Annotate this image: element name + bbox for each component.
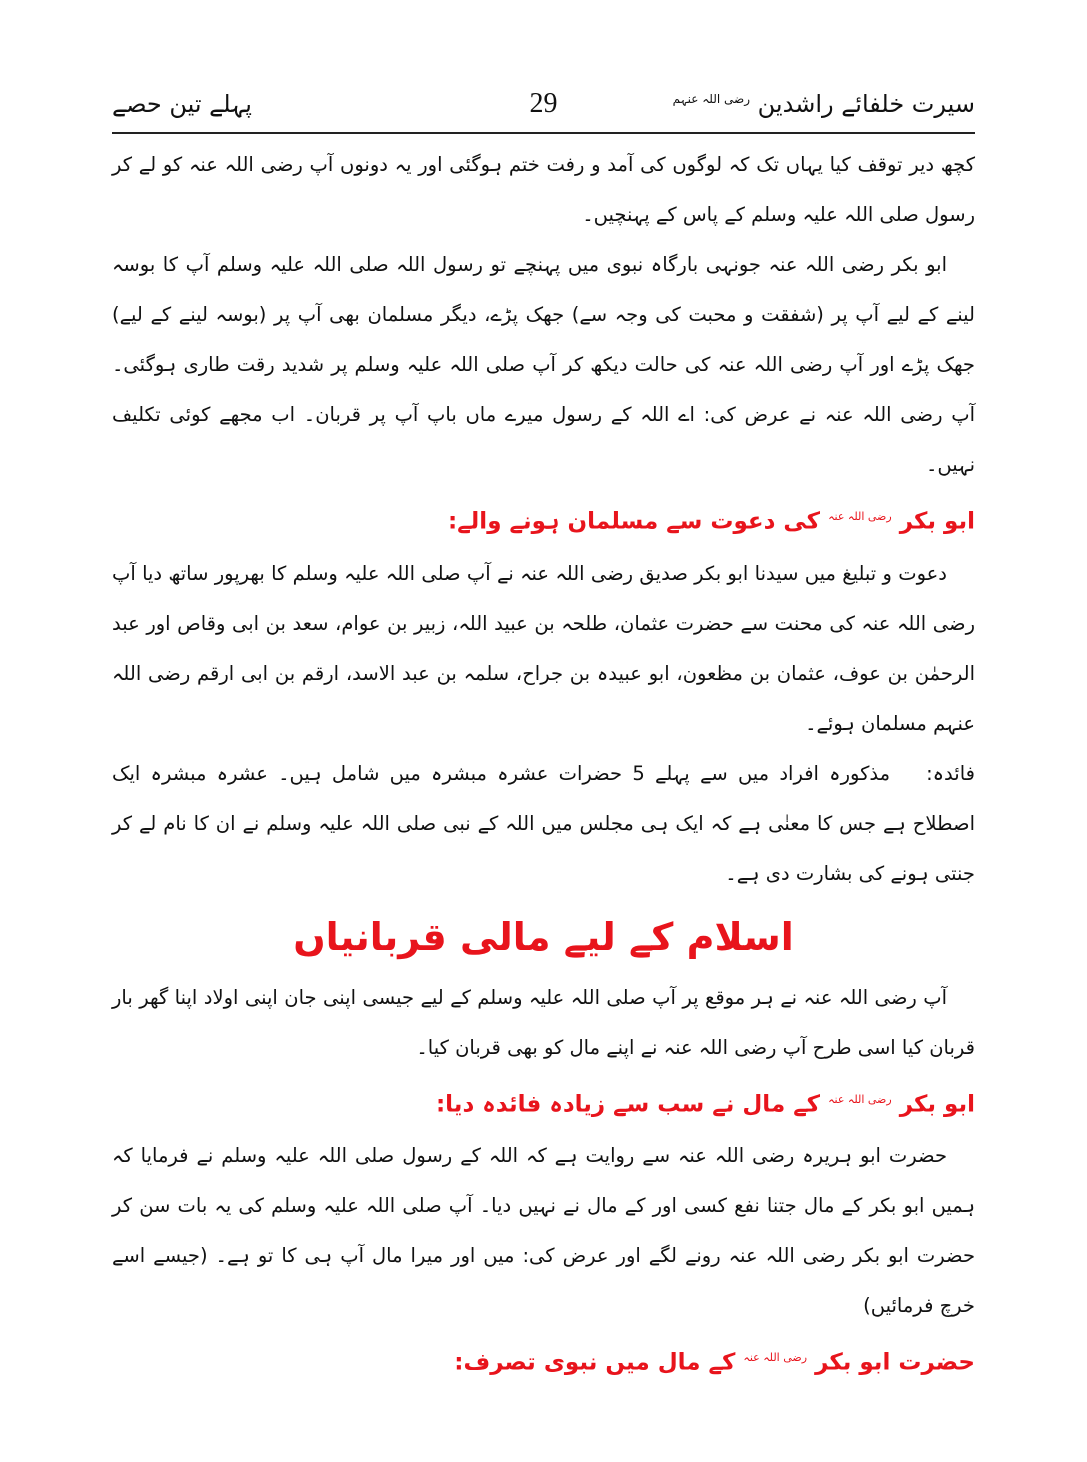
chapter-title: اسلام کے لیے مالی قربانیاں bbox=[293, 914, 794, 959]
note-text: مذکورہ افراد میں سے پہلے 5 حضرات عشرہ مبشرہ میں شامل ہیں۔ عشرہ مبشرہ ایک اصطلاح ہے جس کا معنٰی ہے کہ ایک ہی مجلس میں اللہ کے نبی صلی اللہ علیہ وسلم نے ان کا نام لے کر جنتی ہونے کی بشارت دی ہے۔ bbox=[112, 761, 975, 885]
heading-3-honorific: رضی اللہ عنہ bbox=[743, 1351, 808, 1365]
heading-1-prefix: ابو بکر bbox=[899, 508, 975, 535]
paragraph-3: دعوت و تبلیغ میں سیدنا ابو بکر صدیق رضی اللہ عنہ نے آپ صلی اللہ علیہ وسلم کا بھرپور ساتھ دیا آپ رضی اللہ عنہ کی محنت سے حضرت عثمان، طلحہ بن عبید اللہ، زبیر بن عوام، سعد بن ابی وقاص اور عبد الرحمٰن بن عوف، عثمان بن مظعون، ابو عبیدہ بن جراح، سلمہ بن عبد الاسد، ارقم بن ابی ارقم رضی اللہ عنہم مسلمان ہوئے۔ bbox=[112, 561, 975, 735]
heading-2-suffix: کے مال نے سب سے زیادہ فائدہ دیا: bbox=[435, 1091, 821, 1118]
heading-3-suffix: کے مال میں نبوی تصرف: bbox=[454, 1349, 736, 1376]
heading-2-prefix: ابو بکر bbox=[899, 1091, 975, 1118]
section-heading-prophetic-use bbox=[112, 1331, 975, 1390]
paragraph-4: آپ رضی اللہ عنہ نے ہر موقع پر آپ صلی اللہ علیہ وسلم کے لیے جیسی اپنی جان اپنی اولاد اپنا گھر بار قربان کیا اسی طرح آپ رضی اللہ عنہ نے اپنے مال کو بھی قربان کیا۔ bbox=[112, 985, 975, 1059]
part-label: پہلے تین حصے bbox=[112, 90, 252, 118]
note-label: فائدہ: bbox=[926, 761, 975, 785]
page-header bbox=[112, 86, 975, 130]
section-heading-wealth-benefit bbox=[112, 1073, 975, 1132]
book-title-text: سیرت خلفائے راشدین bbox=[757, 90, 975, 118]
header-divider bbox=[112, 132, 975, 134]
page-number: 29 bbox=[529, 88, 558, 119]
paragraph-1: کچھ دیر توقف کیا یہاں تک کہ لوگوں کی آمد و رفت ختم ہوگئی اور یہ دونوں آپ رضی اللہ عنہ کو لے کر رسول صلی اللہ علیہ وسلم کے پاس کے پہنچیں۔ bbox=[112, 153, 975, 226]
heading-1-honorific: رضی اللہ عنہ bbox=[828, 510, 892, 523]
paragraph-5: حضرت ابو ہریرہ رضی اللہ عنہ سے روایت ہے کہ اللہ کے رسول صلی اللہ علیہ وسلم نے فرمایا کہ ہمیں ابو بکر کے مال جتنا نفع کسی اور کے مال نے نہیں دیا۔ آپ صلی اللہ علیہ وسلم کی یہ بات سن کر حضرت ابو بکر رضی اللہ عنہ رونے لگے اور عرض کی: میں اور میرا مال آپ ہی کا تو ہے۔ (جیسے اسے خرچ فرمائیں) bbox=[112, 1144, 975, 1318]
section-heading-dawah bbox=[112, 490, 975, 549]
paragraph-2: ابو بکر رضی اللہ عنہ جونہی بارگاہ نبوی میں پہنچے تو رسول اللہ صلی اللہ علیہ وسلم آپ کا بوسہ لینے کے لیے آپ پر (شفقت و محبت کی وجہ سے) جھک پڑے، دیگر مسلمان بھی آپ پر (بوسہ لینے کے لیے) جھک پڑے اور آپ رضی اللہ عنہ کی حالت دیکھ کر آپ صلی اللہ علیہ وسلم پر شدید رقت طاری ہوگئی۔ آپ رضی اللہ عنہ نے عرض کی: اے اللہ کے رسول میرے ماں باپ آپ پر قربان۔ اب مجھے کوئی تکلیف نہیں۔ bbox=[112, 253, 975, 476]
note-paragraph bbox=[112, 749, 975, 899]
heading-1-suffix: کی دعوت سے مسلمان ہونے والے: bbox=[448, 508, 821, 535]
heading-3-prefix: حضرت ابو بکر bbox=[815, 1349, 975, 1376]
page-body bbox=[112, 140, 975, 1390]
book-title-honorific: رضی اللہ عنہم bbox=[672, 92, 751, 106]
heading-2-honorific: رضی اللہ عنہ bbox=[828, 1092, 892, 1106]
book-title bbox=[673, 90, 975, 118]
